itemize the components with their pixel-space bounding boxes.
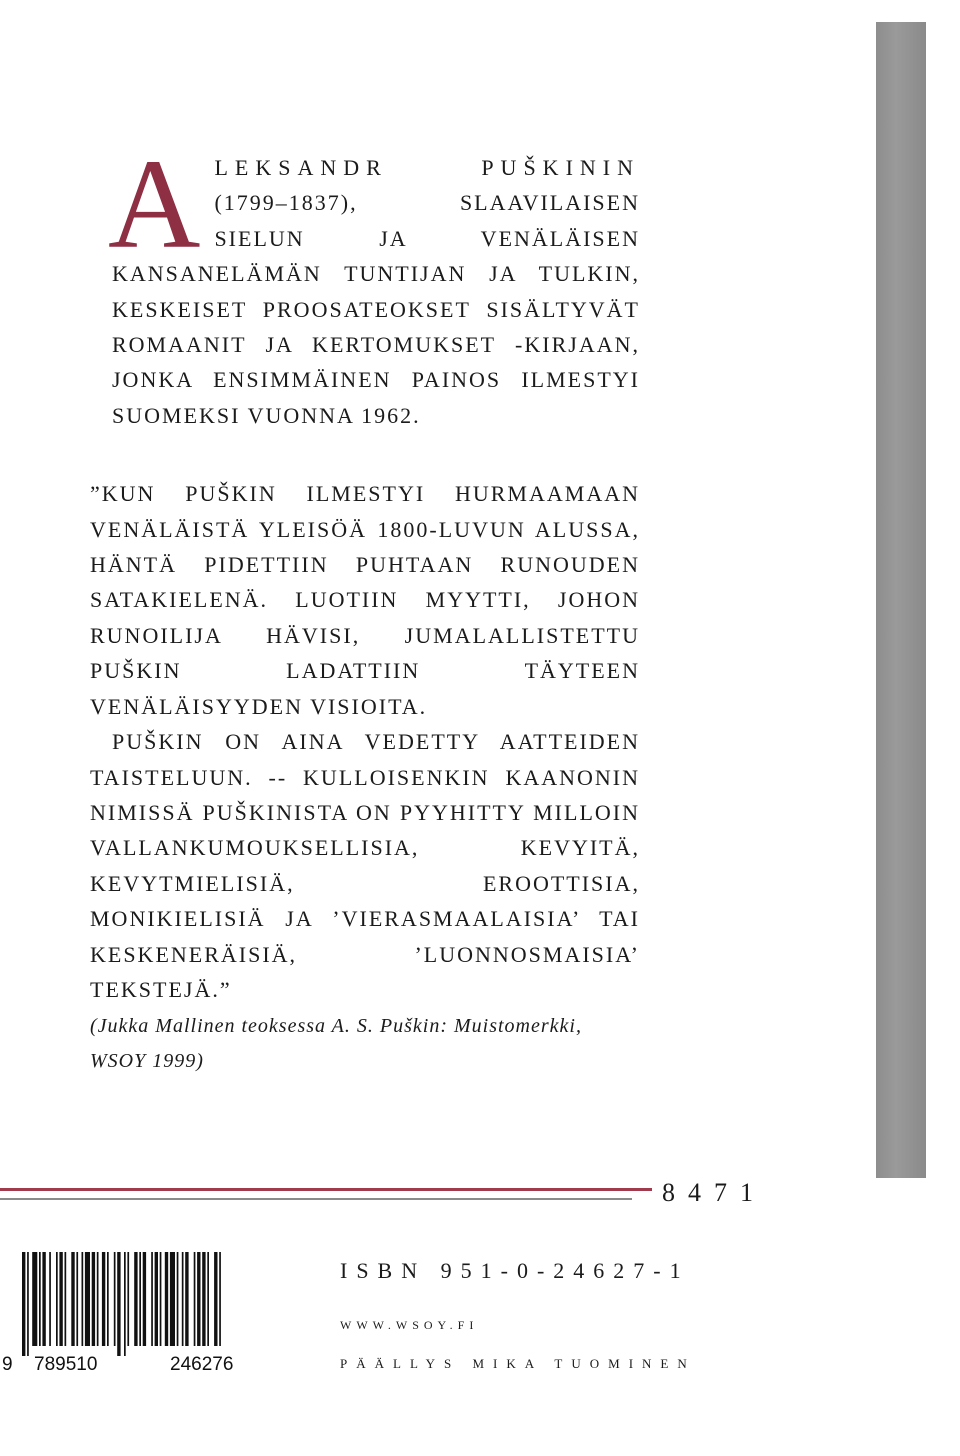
quote-paragraph-1: ”KUN PUŠKIN ILMESTYI HURMAAMAAN VENÄLÄISTÄ YLEISÖÄ 1800-LUVUN ALUSSA, HÄNTÄ PIDETTIIN PUHTAAN RUNOUDEN SATAKIELENÄ. LUOTIIN MYYTTI, JOHON RUNOILIJA HÄVISI, JUMALALLISTETTU PUŠKIN LADATTIIN TÄYTEEN VENÄLÄISYYDEN VISIOITA. [90,481,640,719]
citation-line-1: (Jukka Mallinen teoksessa A. S. Puškin: Muistomerkki, [90,1015,582,1038]
barcode-bar [160,1252,162,1346]
barcode-bar [124,1252,126,1356]
barcode-bar [155,1252,158,1346]
barcode-bar [107,1252,109,1346]
barcode-digits-group-1: 789510 [34,1354,98,1372]
barcode-digit-first: 9 [2,1354,13,1372]
barcode-bar [59,1252,62,1346]
book-spine-edge [876,22,926,1178]
barcode-bar [202,1252,205,1346]
cover-design-credit: PÄÄLLYS MIKA TUOMINEN [340,1356,696,1371]
quote-citation [90,1009,640,1079]
barcode-bar [127,1252,129,1346]
barcode-bar [76,1252,78,1346]
barcode-bar [65,1252,67,1346]
barcode-bar [194,1252,196,1346]
barcode-bar [117,1252,120,1356]
barcode-bar [207,1252,209,1346]
barcode-bar [182,1252,184,1346]
barcode-bar [42,1252,45,1346]
barcode-bar [92,1252,95,1346]
barcode-bar [185,1252,188,1346]
barcode-bar [22,1252,25,1356]
barcode-bar [114,1252,116,1346]
barcode-bar [82,1252,84,1346]
isbn-barcode [0,1248,292,1372]
barcode-bar [151,1252,153,1346]
barcode-bar [71,1252,74,1346]
barcode-bar [219,1252,221,1346]
barcode-digits-group-2: 246276 [170,1354,234,1372]
intro-lead: LEKSANDR PUŠKININ [214,155,640,180]
barcode-bar [49,1252,51,1346]
red-divider-rule [0,1188,652,1191]
barcode-bar [170,1252,175,1346]
barcode-bar [56,1252,58,1346]
barcode-bar [102,1252,105,1346]
barcode-bar [139,1252,141,1346]
barcode-bar [27,1252,29,1356]
barcode-bar [32,1252,37,1346]
price-code: 8471 [662,1178,766,1207]
barcode-bar [85,1252,90,1346]
publisher-website: WWW.WSOY.FI [340,1318,479,1332]
citation-line-2: WSOY 1999) [90,1050,204,1073]
barcode-bar [197,1252,200,1346]
scan-margin [926,0,960,1456]
barcode-bar [177,1252,179,1346]
barcode-bar [39,1252,41,1346]
blurb-text [90,133,640,1079]
barcode-bar [165,1252,168,1346]
barcode-bar [214,1252,217,1346]
barcode-bar [143,1252,146,1346]
barcode-bar [97,1252,99,1346]
grey-divider-rule [0,1198,632,1200]
intro-body: (1799–1837), SLAAVILAISEN SIELUN JA VENÄLÄISEN KANSANELÄMÄN TUNTIJAN JA TULKIN, KESKEISET PROOSATEOKSET SISÄLTYVÄT ROMAANIT JA KERTOMUKSET -KIRJAAN, JONKA ENSIMMÄINEN PAINOS ILMESTYI SUOMEKSI VUONNA 1962. [112,190,640,428]
barcode-bar [134,1252,137,1346]
isbn-number: ISBN 951-0-24627-1 [340,1258,690,1283]
drop-cap-letter: A [108,133,201,275]
quote-paragraph-2: PUŠKIN ON AINA VEDETTY AATTEIDEN TAISTELUUN. -- KULLOISENKIN KAANONIN NIMISSÄ PUŠKINISTA ON PYYHITTY MILLOIN VALLANKUMOUKSELLISIA, KEVYITÄ, KEVYTMIELISIÄ, EROOTTISIA, MONIKIELISIÄ JA ’VIERASMAALAISIA’ TAI KESKENERÄISIÄ, ’LUONNOSMAISIA’ TEKSTEJÄ.” [90,729,640,1002]
intro-paragraph [108,133,640,433]
